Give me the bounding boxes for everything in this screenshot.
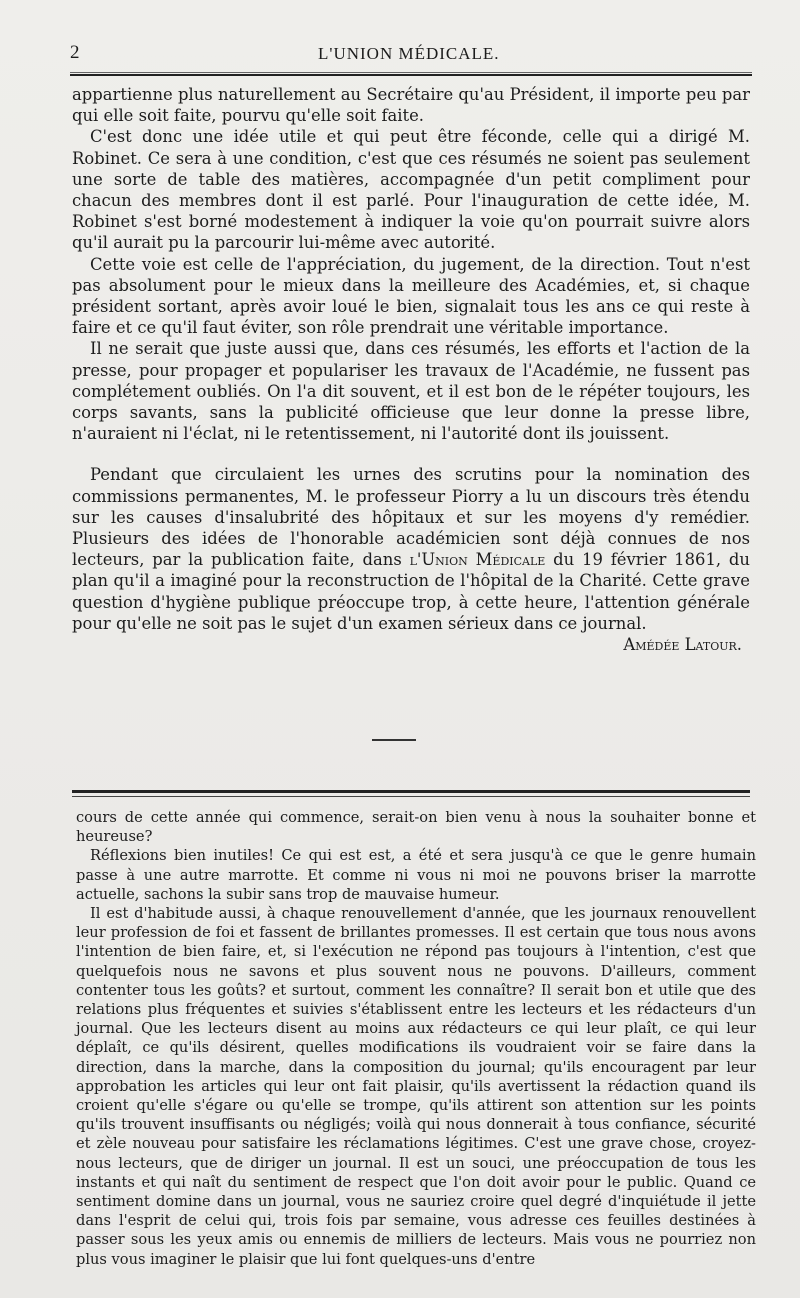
header-rule-thick [70, 74, 752, 76]
feuilleton-separator-thin [72, 796, 750, 797]
journal-name: l'Union Médicale [409, 550, 546, 570]
feuilleton-paragraph-1: cours de cette année qui commence, serait-on bien venu à nous la souhaiter bonne et heureuse? [76, 809, 756, 846]
feuilleton-column [76, 808, 756, 1269]
paragraph-2: C'est donc une idée utile et qui peut être féconde, celle qui a dirigé M. Robinet. Ce sera à une condition, c'est que ces résumés ne soient pas seulement une sorte de table des matières, accompagnée d'un petit compliment pour chacun des membres dont il est parlé. Pour l'inauguration de cette idée, M. Robinet s'est borné modestement à indiquer la voie qu'on pourrait suivre alors qu'il aurait pu la parcourir lui-même avec autorité. [72, 127, 750, 253]
author-signature: Amédée Latour. [623, 635, 742, 655]
paragraph-1: appartienne plus naturellement au Secrétaire qu'au Président, il importe peu par qui elle soit faite, pourvu qu'elle soit faite. [72, 85, 750, 126]
article-end-rule [372, 739, 416, 741]
paragraph-5-text-a: Pendant que circulaient les urnes des scrutins pour la nomination des commissions permanentes, M. le professeur Piorry a lu un discours très étendu sur les causes d'insalubrité des hôpitaux et sur les moyens d'y remédier. Plusieurs des idées de l'honorable académicien sont déjà connues de nos lecteurs, par la publication faite, dans [72, 465, 750, 570]
feuilleton-separator-thick [72, 790, 750, 793]
feuilleton-paragraph-3: Il est d'habitude aussi, à chaque renouvellement d'année, que les journaux renouvellent leur profession de foi et fassent de brillantes promesses. Il est certain que tous nous avons l'intention de bien faire, et, si l'exécution ne répond pas toujours à l'intention, c'est que quelquefois nous ne savons et plus souvent nous ne pouvons. D'ailleurs, comment contenter tous les goûts? et surtout, comment les connaître? Il serait bon et utile que des relations plus fréquentes et suivies s'établissent entre les lecteurs et les rédacteurs d'un journal. Que les lecteurs disent au moins aux rédacteurs ce qui leur plaît, ce qui leur déplaît, ce qu'ils désirent, quelles modifications ils voudraient voir se faire dans la direction, dans la marche, dans la composition du journal; qu'ils encouragent par leur approbation les articles qui leur ont fait plaisir, qu'ils avertissent la rédaction quand ils croient qu'elle s'égare ou qu'elle se trompe, qu'ils attirent son attention sur les points qu'ils trouvent insuffisants ou négligés; voilà qui nous donnerait à tous confiance, sécurité et zèle nouveau pour satisfaire les réclamations légitimes. C'est une grave chose, croyez-nous lecteurs, que de diriger un journal. Il est un souci, une préoccupation de tous les instants et qui naît du sentiment de respect que l'on doit avoir pour le public. Quand ce sentiment domine dans un journal, vous ne sauriez croire quel degré d'inquiétude il jette dans l'esprit de celui qui, trois fois par semaine, vous adresse ces feuilles destinées à passer sous les yeux amis ou ennemis de milliers de lecteurs. Mais vous ne pourriez non plus vous imaginer le plaisir que lui font quelques-uns d'entre [76, 905, 756, 1268]
paragraph-3: Cette voie est celle de l'appréciation, du jugement, de la direction. Tout n'est pas absolument pour le mieux dans la meilleure des Académies, et, si chaque président sortant, après avoir loué le bien, signalait tous les ans ce qui reste à faire et ce qu'il faut éviter, son rôle prendrait une véritable importance. [72, 254, 750, 338]
running-title: L'UNION MÉDICALE. [318, 44, 500, 63]
paragraph-5 [72, 464, 750, 634]
header-rule-thin [70, 72, 752, 73]
page-number: 2 [70, 42, 80, 63]
paragraph-4: Il ne serait que juste aussi que, dans ces résumés, les efforts et l'action de la presse, pour propager et populariser les travaux de l'Académie, ne fussent pas complétement oubliés. On l'a dit souvent, et il est bon de le répéter toujours, les corps savants, sans la publicité officieuse que leur donne la presse libre, n'auraient ni l'éclat, ni le retentissement, ni l'autorité dont ils jouissent. [72, 339, 750, 444]
page-header [70, 42, 752, 72]
feuilleton-paragraph-2: Réflexions bien inutiles! Ce qui est est, a été et sera jusqu'à ce que le genre humain passe à une autre marrotte. Et comme ni vous ni moi ne pouvons briser la marrotte actuelle, sachons la subir sans trop de mauvaise humeur. [76, 847, 756, 903]
main-column [72, 84, 750, 655]
paragraph-5-text-b: du 19 février 1861, du plan qu'il a imaginé pour la reconstruction de l'hôpital de la Charité. Cette grave question d'hygiène publique préoccupe trop, à cette heure, l'attention générale pour qu'elle ne soit pas le sujet d'un examen sérieux dans ce journal. [72, 550, 750, 633]
